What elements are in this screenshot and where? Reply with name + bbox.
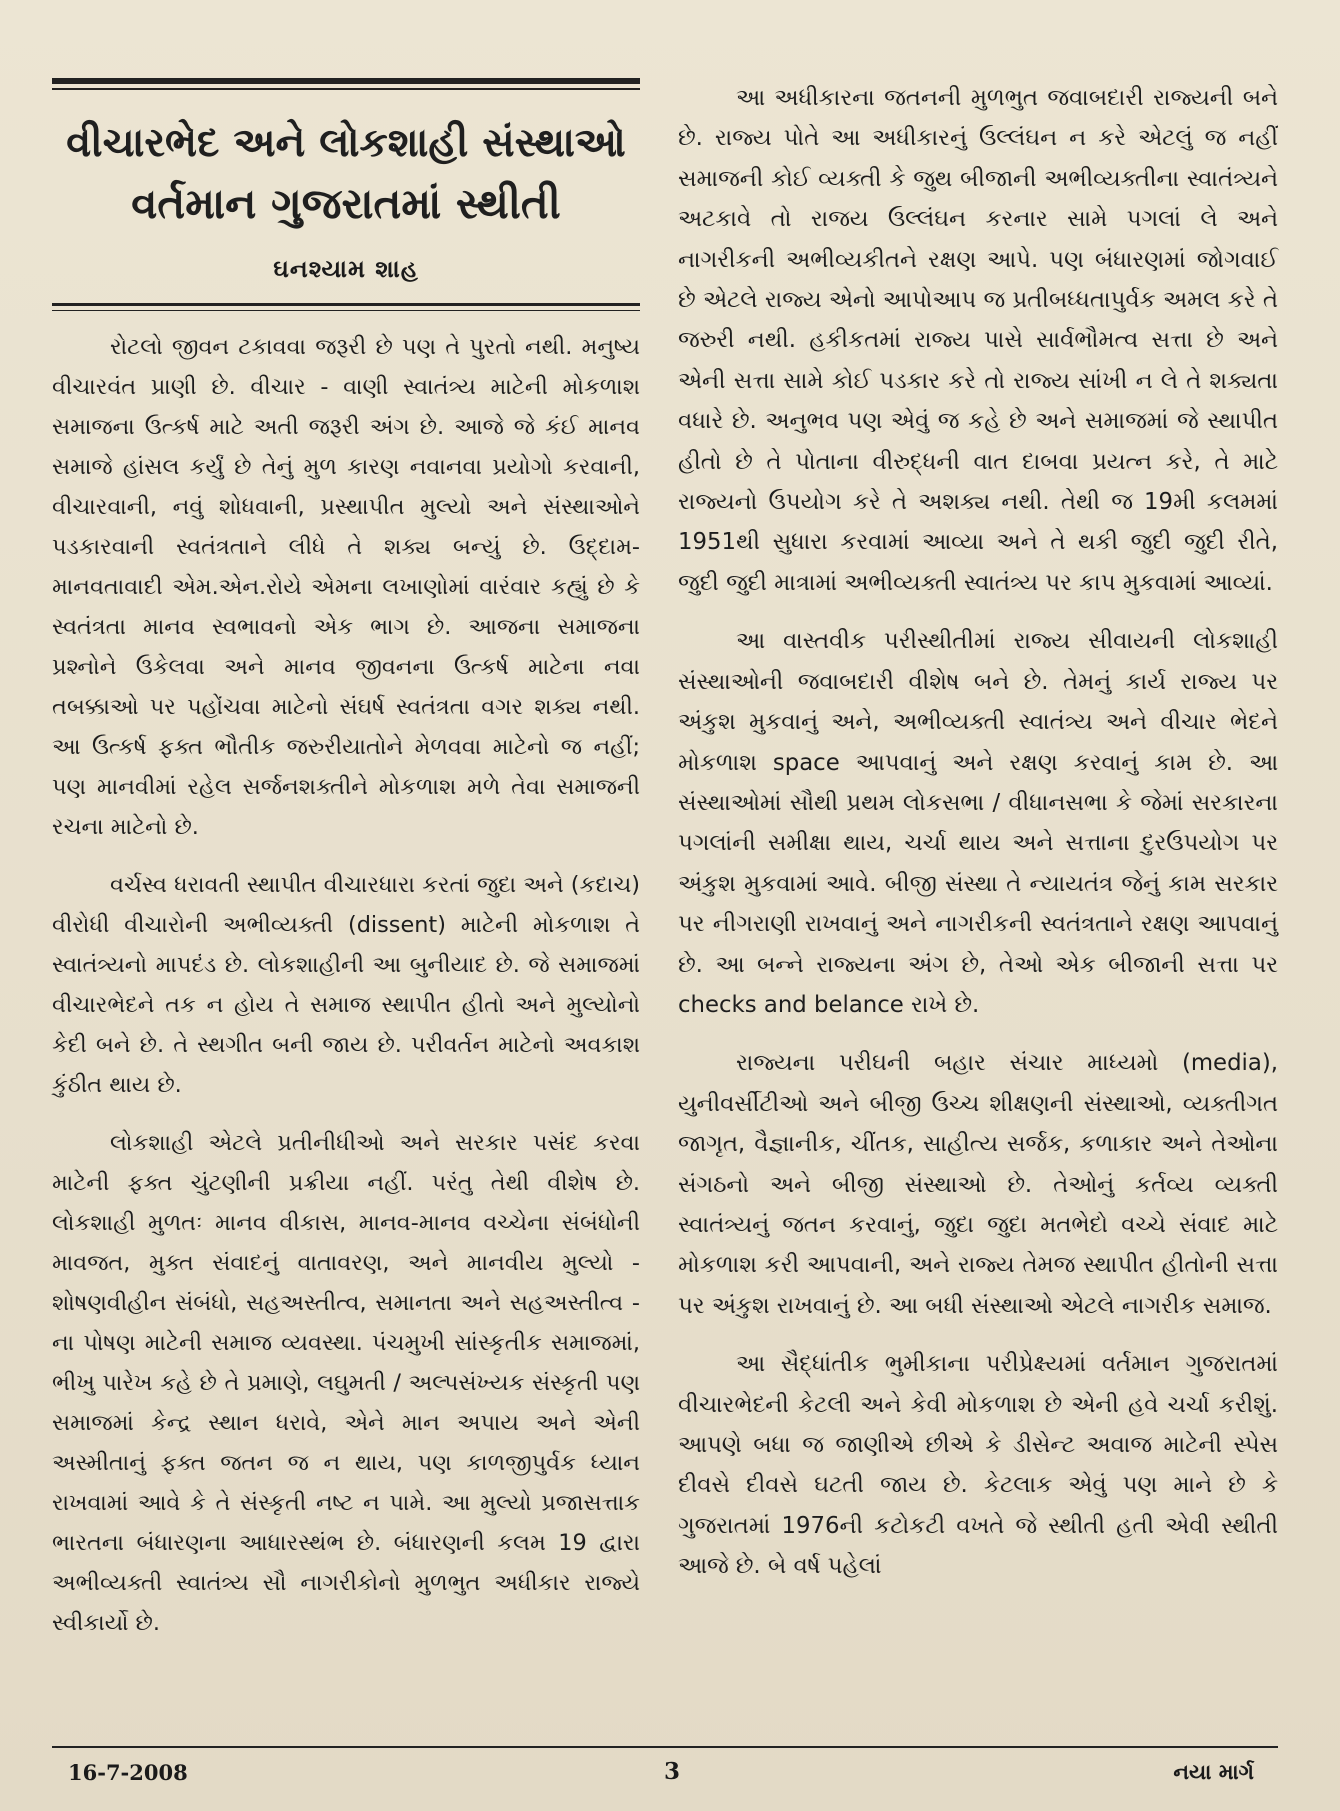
- right-paragraph-1: આ અધીકારના જતનની મુળભુત જવાબદારી રાજ્યની બને છે. રાજ્ય પોતે આ અધીકારનું ઉલ્લંઘન ન કરે એટલું જ નહીં સમાજની કોઈ વ્યક્તી કે જુથ બીજાની અભીવ્યક્તીના સ્વાતંત્ર્યને અટકાવે તો રાજય ઉલ્લંઘન કરનાર સામે પગલાં લે અને નાગરીકની અભીવ્યકીતને રક્ષણ આપે. પણ બંધારણમાં જોગવાઈ છે એટલે રાજ્ય એનો આપોઆપ જ પ્રતીબધ્ધતાપુર્વક અમલ કરે તે જરુરી નથી. હકીકતમાં રાજ્ય પાસે સાર્વભૌમત્વ સત્તા છે અને એની સત્તા સામે કોઈ પડકાર કરે તો રાજ્ય સાંખી ન લે તે શક્યતા વધારે છે. અનુભવ પણ એવું જ કહે છે અને સમાજમાં જે સ્થાપીત હીતો છે તે પોતાના વીરુદ્ધની વાત દાબવા પ્રયત્ન કરે, તે માટે રાજ્યનો ઉપયોગ કરે તે અશક્ય નથી. તેથી જ 19મી કલમમાં 1951થી સુધારા કરવામાં આવ્યા અને તે થકી જુદી જુદી રીતે, જુદી જુદી માત્રામાં અભીવ્યક્તી સ્વાતંત્ર્ય પર કાપ મુકવામાં આવ્યાં.: [678, 85, 1278, 596]
- article-title-line2: વર્તમાન ગુજરાતમાં સ્થીતી: [131, 179, 561, 228]
- left-column: [52, 78, 640, 1661]
- article-author: ઘનશ્યામ શાહ: [273, 254, 419, 283]
- issue-date: 16-7-2008: [68, 1760, 188, 1785]
- right-paragraph-3: રાજ્યના પરીઘની બહાર સંચાર માધ્યમો (media), યુનીવર્સીટીઓ અને બીજી ઉચ્ચ શીક્ષણની સંસ્થાઓ, વ્યક્તીગત જાગૃત, વૈજ્ઞાનીક, ચીંતક, સાહીત્ય સર્જક, કળાકાર અને તેઓના સંગઠનો અને બીજી સંસ્થાઓ છે. તેઓનું કર્તવ્ય વ્યક્તી સ્વાતંત્ર્યનું જતન કરવાનું, જુદા જુદા મતભેદો વચ્ચે સંવાદ માટે મોકળાશ કરી આપવાની, અને રાજ્ય તેમજ સ્થાપીત હીતોની સત્તા પર અંકુશ રાખવાનું છે. આ બધી સંસ્થાઓ એટલે નાગરીક સમાજ.: [678, 1050, 1278, 1319]
- magazine-name: નયા માર્ગ: [1173, 1760, 1254, 1784]
- title-top-rule-thin: [52, 88, 640, 90]
- title-top-rule: [52, 78, 640, 84]
- left-paragraph-2: વર્ચસ્વ ધરાવતી સ્થાપીત વીચારધારા કરતાં જુદા અને (કદાચ) વીરોધી વીચારોની અભીવ્યક્તી (dissent) માટેની મોકળાશ તે સ્વાતંત્ર્યનો માપદંડ છે. લોકશાહીની આ બુનીયાદ છે. જે સમાજમાં વીચારભેદને તક ન હોય તે સમાજ સ્થાપીત હીતો અને મુલ્યોનો કેદી બને છે. તે સ્થગીત બની જાય છે. પરીવર્તન માટેનો અવકાશ કુંઠીત થાય છે.: [52, 871, 640, 1098]
- title-bottom-rule-thin: [52, 310, 640, 311]
- article-title-line1: વીચારભેદ અને લોકશાહી સંસ્થાઓ: [66, 120, 626, 166]
- page-footer: [52, 1754, 1278, 1790]
- right-paragraph-2: આ વાસ્તવીક પરીસ્થીતીમાં રાજ્ય સીવાયની લોકશાહી સંસ્થાઓની જવાબદારી વીશેષ બને છે. તેમનું કાર્ય રાજ્ય પર અંકુશ મુકવાનું અને, અભીવ્યક્તી સ્વાતંત્ર્ય અને વીચાર ભેદને મોકળાશ space આપવાનું અને રક્ષણ કરવાનું કામ છે. આ સંસ્થાઓમાં સૌથી પ્રથમ લોકસભા / વીધાનસભા કે જેમાં સરકારના પગલાંની સમીક્ષા થાય, ચર્ચા થાય અને સત્તાના દુરઉપયોગ પર અંકુશ મુકવામાં આવે. બીજી સંસ્થા તે ન્યાયતંત્ર જેનું કામ સરકાર પર નીગરાણી રાખવાનું અને નાગરીકની સ્વતંત્રતાને રક્ષણ આપવાનું છે. આ બન્ને રાજ્યના અંગ છે, તેઓ એક બીજાની સત્તા પર checks and belance રાખે છે.: [678, 628, 1278, 1018]
- left-paragraph-1: રોટલો જીવન ટકાવવા જરૂરી છે પણ તે પુરતો નથી. મનુષ્ય વીચારવંત પ્રાણી છે. વીચાર - વાણી સ્વાતંત્ર્ય માટેની મોકળાશ સમાજના ઉત્કર્ષ માટે અતી જરૂરી અંગ છે. આજે જે કંઈ માનવ સમાજે હાંસલ કર્યું છે તેનું મુળ કારણ નવાનવા પ્રયોગો કરવાની, વીચારવાની, નવું શોધવાની, પ્રસ્થાપીત મુલ્યો અને સંસ્થાઓને પડકારવાની સ્વતંત્રતાને લીધે તે શક્ય બન્યું છે. ઉદ્દામ-માનવતાવાદી એમ.એન.રોયે એમના લખાણોમાં વારંવાર કહ્યું છે કે સ્વતંત્રતા માનવ સ્વભાવનો એક ભાગ છે. આજના સમાજના પ્રશ્નોને ઉકેલવા અને માનવ જીવનના ઉત્કર્ષ માટેના નવા તબક્કાઓ પર પહોંચવા માટેનો સંઘર્ષ સ્વતંત્રતા વગર શક્ય નથી. આ ઉત્કર્ષ ફક્ત ભૌતીક જરુરીયાતોને મેળવવા માટેનો જ નહીં; પણ માનવીમાં રહેલ સર્જનશક્તીને મોકળાશ મળે તેવા સમાજની રચના માટેનો છે.: [52, 333, 640, 840]
- title-bottom-rule: [52, 303, 640, 306]
- right-paragraph-4: આ સૈદ્ધાંતીક ભુમીકાના પરીપ્રેક્ષ્યમાં વર્તમાન ગુજરાતમાં વીચારભેદની કેટલી અને કેવી મોકળાશ છે એની હવે ચર્ચા કરીશું. આપણે બધા જ જાણીએ છીએ કે ડીસેન્ટ અવાજ માટેની સ્પેસ દીવસે દીવસે ઘટતી જાય છે. કેટલાક એવું પણ માને છે કે ગુજરાતમાં 1976ની કટોકટી વખતે જે સ્થીતી હતી એવી સ્થીતી આજે છે. બે વર્ષ પહેલાં: [678, 1351, 1278, 1580]
- left-paragraph-3: લોકશાહી એટલે પ્રતીનીધીઓ અને સરકાર પસંદ કરવા માટેની ફક્ત ચુંટણીની પ્રક્રીયા નહીં. પરંતુ તેથી વીશેષ છે. લોકશાહી મુળતઃ માનવ વીકાસ, માનવ-માનવ વચ્ચેના સંબંધોની માવજત, મુક્ત સંવાદનું વાતાવરણ, અને માનવીય મુલ્યો - શોષણવીહીન સંબંધો, સહઅસ્તીત્વ, સમાનતા અને સહઅસ્તીત્વ - ના પોષણ માટેની સમાજ વ્યવસ્થા. પંચમુખી સાંસ્કૃતીક સમાજમાં, ભીખુ પારેખ કહે છે તે પ્રમાણે, લઘુમતી / અલ્પસંખ્યક સંસ્કૃતી પણ સમાજમાં કેન્દ્ર સ્થાન ધરાવે, એને માન અપાય અને એની અસ્મીતાનું ફક્ત જતન જ ન થાય, પણ કાળજીપુર્વક ધ્યાન રાખવામાં આવે કે તે સંસ્કૃતી નષ્ટ ન પામે. આ મુલ્યો પ્રજાસત્તાક ભારતના બંધારણના આધારસ્થંભ છે. બંધારણની કલમ 19 દ્વારા અભીવ્યક્તી સ્વાતંત્ર્ય સૌ નાગરીકોનો મુળભુત અધીકાર રાજ્યે સ્વીકાર્યો છે.: [52, 1129, 640, 1636]
- footer-rule: [52, 1746, 1278, 1748]
- right-column: [678, 78, 1278, 1605]
- page-number: 3: [664, 1758, 681, 1785]
